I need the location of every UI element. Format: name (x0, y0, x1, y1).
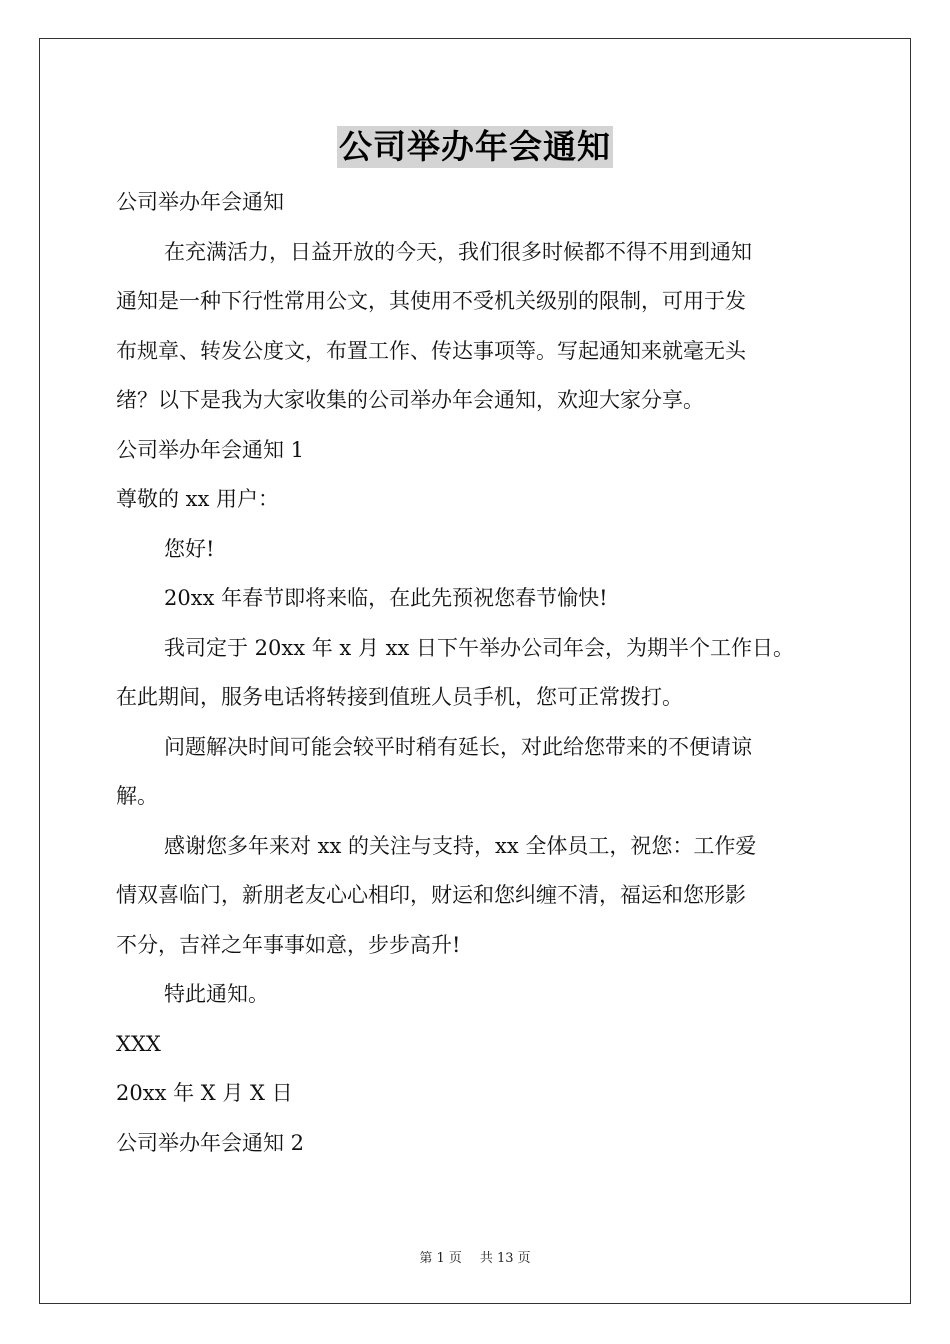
text-line: 问题解决时间可能会较平时稍有延长，对此给您带来的不便请谅 (164, 734, 752, 759)
text-line: 公司举办年会通知 (116, 190, 284, 214)
text-line: 绪？以下是我为大家收集的公司举办年会通知，欢迎大家分享。 (116, 388, 704, 412)
text-line: 尊敬的 xx 用户： (116, 487, 280, 511)
text-line: 20xx 年 X 月 X 日 (116, 1081, 293, 1105)
text-line: 布规章、转发公度文，布置工作、传达事项等。写起通知来就毫无头 (116, 338, 746, 363)
text-line: 通知是一种下行性常用公文，其使用不受机关级别的限制，可用于发 (116, 289, 746, 313)
text-line: 在充满活力，日益开放的今天，我们很多时候都不得不用到通知 (164, 239, 752, 264)
title-container (0, 126, 950, 168)
text-line: 感谢您多年来对 xx 的关注与支持，xx 全体员工，祝您：工作爱 (164, 833, 757, 858)
text-line: 在此期间，服务电话将转接到值班人员手机，您可正常拨打。 (116, 685, 683, 709)
text-line: 20xx 年春节即将来临，在此先预祝您春节愉快! (164, 586, 608, 610)
text-line: 不分，吉祥之年事事如意，步步高升! (116, 932, 461, 957)
page-footer (0, 1247, 950, 1266)
text-line: 情双喜临门，新朋老友心心相印，财运和您纠缠不清，福运和您形影 (116, 883, 746, 907)
text-line: 解。 (116, 784, 158, 808)
text-line: 公司举办年会通知 1 (116, 437, 305, 462)
text-line: XXX (116, 1031, 161, 1056)
text-line: 我司定于 20xx 年 x 月 xx 日下午举办公司年会，为期半个工作日。 (164, 635, 794, 660)
page-number: 第 1 页 (419, 1251, 462, 1266)
document-body (116, 178, 836, 1168)
text-line: 公司举办年会通知 2 (116, 1130, 305, 1155)
document-title: 公司举办年会通知 (339, 127, 611, 166)
text-line: 特此通知。 (164, 982, 269, 1006)
page-total: 共 13 页 (479, 1251, 531, 1266)
text-line: 您好! (164, 536, 215, 561)
